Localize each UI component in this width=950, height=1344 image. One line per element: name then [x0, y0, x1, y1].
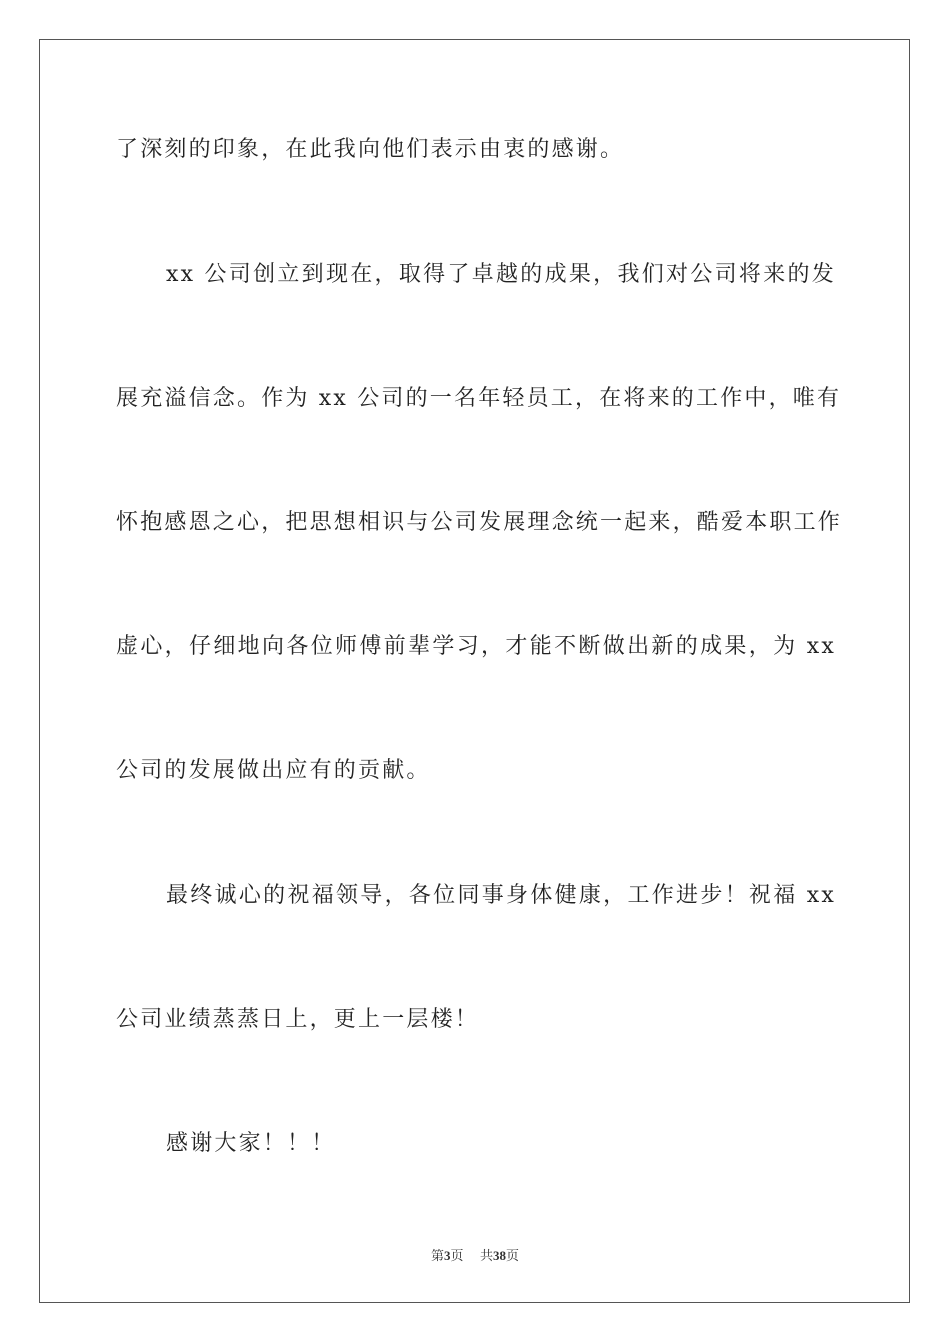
page-border	[39, 39, 910, 1303]
page-number: 3	[443, 1248, 451, 1263]
paragraph-line: 怀抱感恩之心，把思想相识与公司发展理念统一起来，酷爱本职工作	[116, 510, 843, 535]
total-suffix: 页	[506, 1249, 520, 1264]
paragraph-line: 公司业绩蒸蒸日上，更上一层楼！	[116, 1007, 480, 1032]
paragraph-line: 公司的发展做出应有的贡献。	[116, 758, 431, 783]
paragraph-line: xx 公司创立到现在，取得了卓越的成果，我们对公司将来的发	[166, 262, 836, 287]
page-footer	[0, 1248, 950, 1265]
paragraph-line: 展充溢信念。作为 xx 公司的一名年轻员工，在将来的工作中，唯有	[116, 386, 842, 411]
paragraph-line: 最终诚心的祝福领导，各位同事身体健康，工作进步！祝福 xx	[166, 883, 836, 908]
page-suffix: 页	[450, 1249, 464, 1264]
paragraph-line: 了深刻的印象，在此我向他们表示由衷的感谢。	[116, 137, 625, 162]
total-pages: 38	[493, 1248, 507, 1263]
page-prefix: 第	[430, 1249, 444, 1264]
paragraph-line: 感谢大家！！！	[166, 1131, 336, 1156]
total-prefix: 共	[480, 1249, 494, 1264]
paragraph-line: 虚心，仔细地向各位师傅前辈学习，才能不断做出新的成果，为 xx	[116, 634, 836, 659]
